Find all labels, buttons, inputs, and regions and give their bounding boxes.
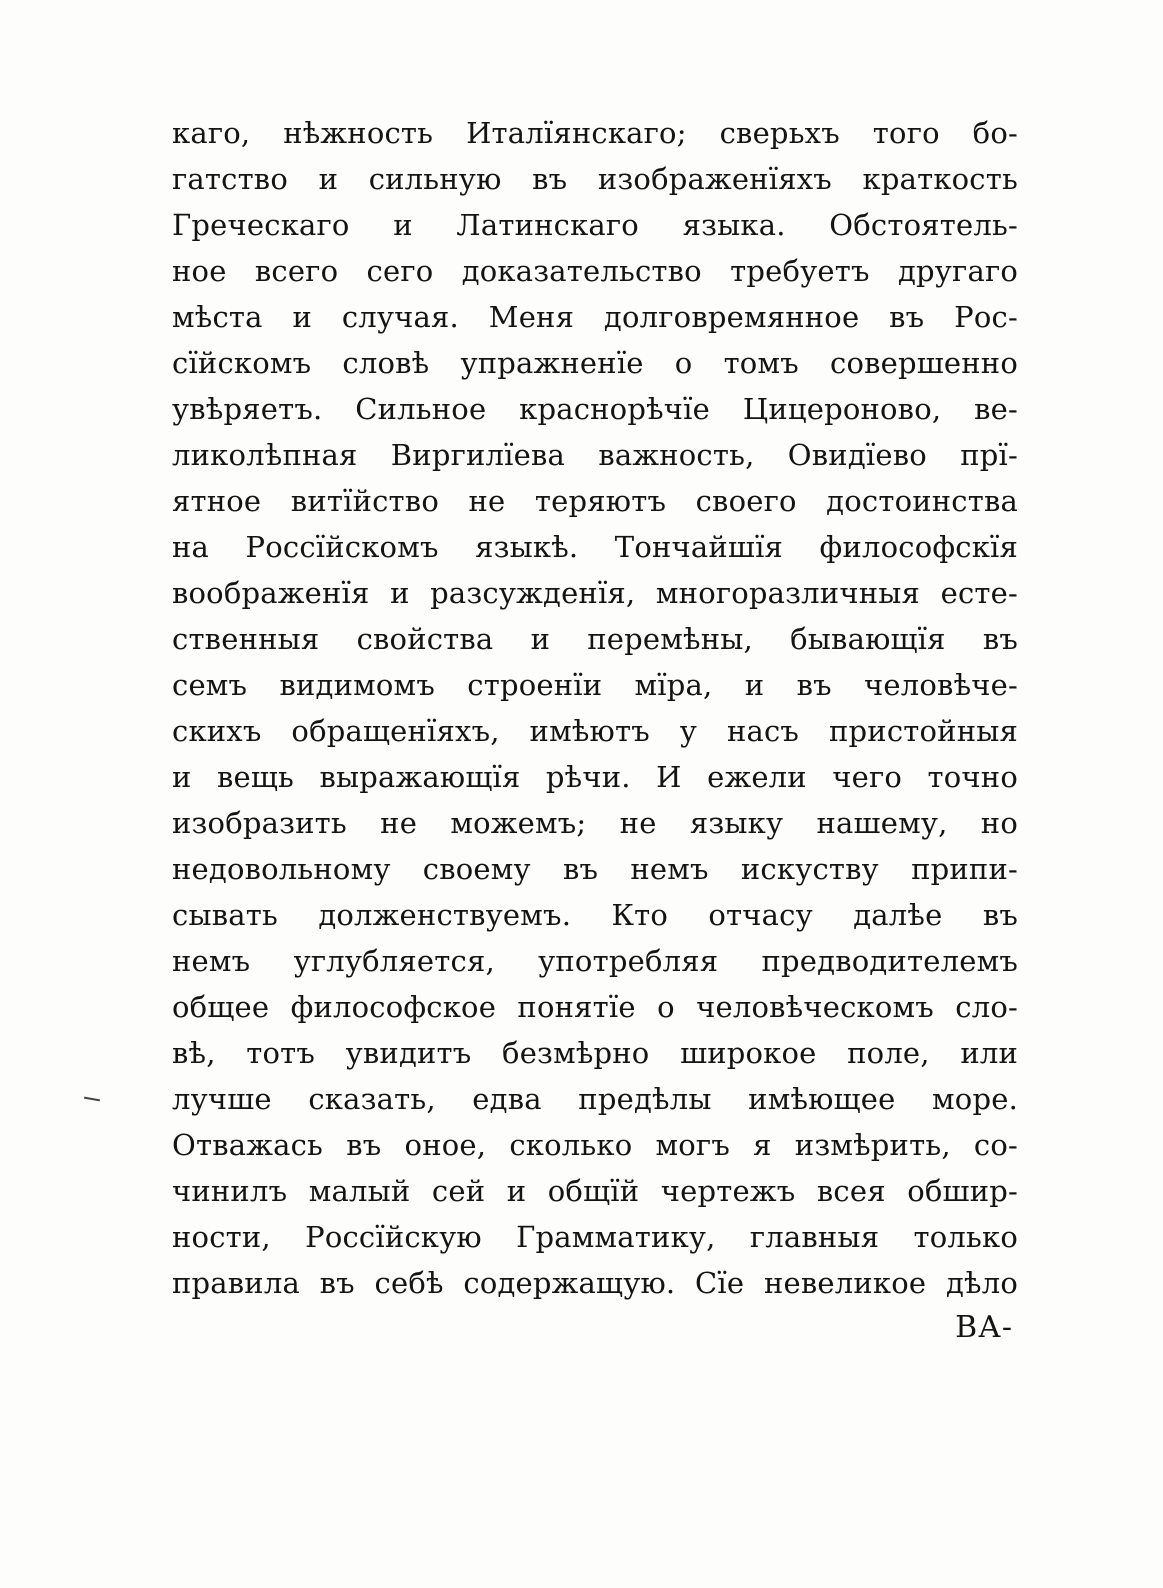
text-line: ственныя свойства и перемѣны, бывающїя въ [172,622,1018,656]
text-line: мѣста и случая. Меня долговремянное въ Рос- [172,300,1018,334]
text-line: скихъ обращенїяхъ, имѣютъ у насъ пристойныя [172,714,1018,748]
text-line: воображенїя и разсужденїя, многоразличныя есте- [172,576,1018,610]
text-line: общее философское понятїе о человѣческомъ сло- [172,990,1018,1024]
text-line: ятное витїйство не теряютъ своего достоинства [172,484,1018,518]
text-line: изобразить не можемъ; не языку нашему, но [172,806,1018,840]
margin-mark [84,1097,100,1102]
text-line: чинилъ малый сей и общїй чертежъ всея обшир- [172,1174,1018,1208]
text-line: немъ углубляется, употребляя предводителемъ [172,944,1018,978]
body-text [172,110,1018,1306]
text-line: ности, Россїйскую Грамматику, главныя только [172,1220,1018,1254]
text-line: сїйскомъ словѣ упражненїе о томъ совершенно [172,346,1018,380]
text-line: Греческаго и Латинскаго языка. Обстоятель- [172,208,1018,242]
text-line: лучше сказать, едва предѣлы имѣющее море. [172,1082,1018,1116]
text-line: гатство и сильную въ изображенїяхъ краткость [172,162,1018,196]
text-line: сывать долженствуемъ. Кто отчасу далѣе въ [172,898,1018,932]
text-line: увѣряетъ. Сильное краснорѣчїе Цицероново, ве- [172,392,1018,426]
text-line: ное всего сего доказательство требуетъ другагo [172,254,1018,288]
text-line: Отважась въ оное, сколько могъ я измѣрить, со- [172,1128,1018,1162]
catchword: ВА- [955,1310,1013,1345]
text-line: каго, нѣжность Италїянскаго; сверьхъ того бо- [172,116,1018,150]
text-line: недовольному своему въ немъ искуству припи- [172,852,1018,886]
text-line: вѣ, тотъ увидитъ безмѣрно широкое поле, или [172,1036,1018,1070]
text-line: семъ видимомъ строенїи мїра, и въ человѣче- [172,668,1018,702]
text-line: правила въ себѣ содержащую. Сїе невеликое дѣло [172,1266,1018,1300]
text-line: ликолѣпная Виргилїева важность, Овидїево прї- [172,438,1018,472]
text-line: на Россїйскомъ языкѣ. Тончайшїя философскїя [172,530,1018,564]
text-line: и вещь выражающїя рѣчи. И ежели чего точно [172,760,1018,794]
